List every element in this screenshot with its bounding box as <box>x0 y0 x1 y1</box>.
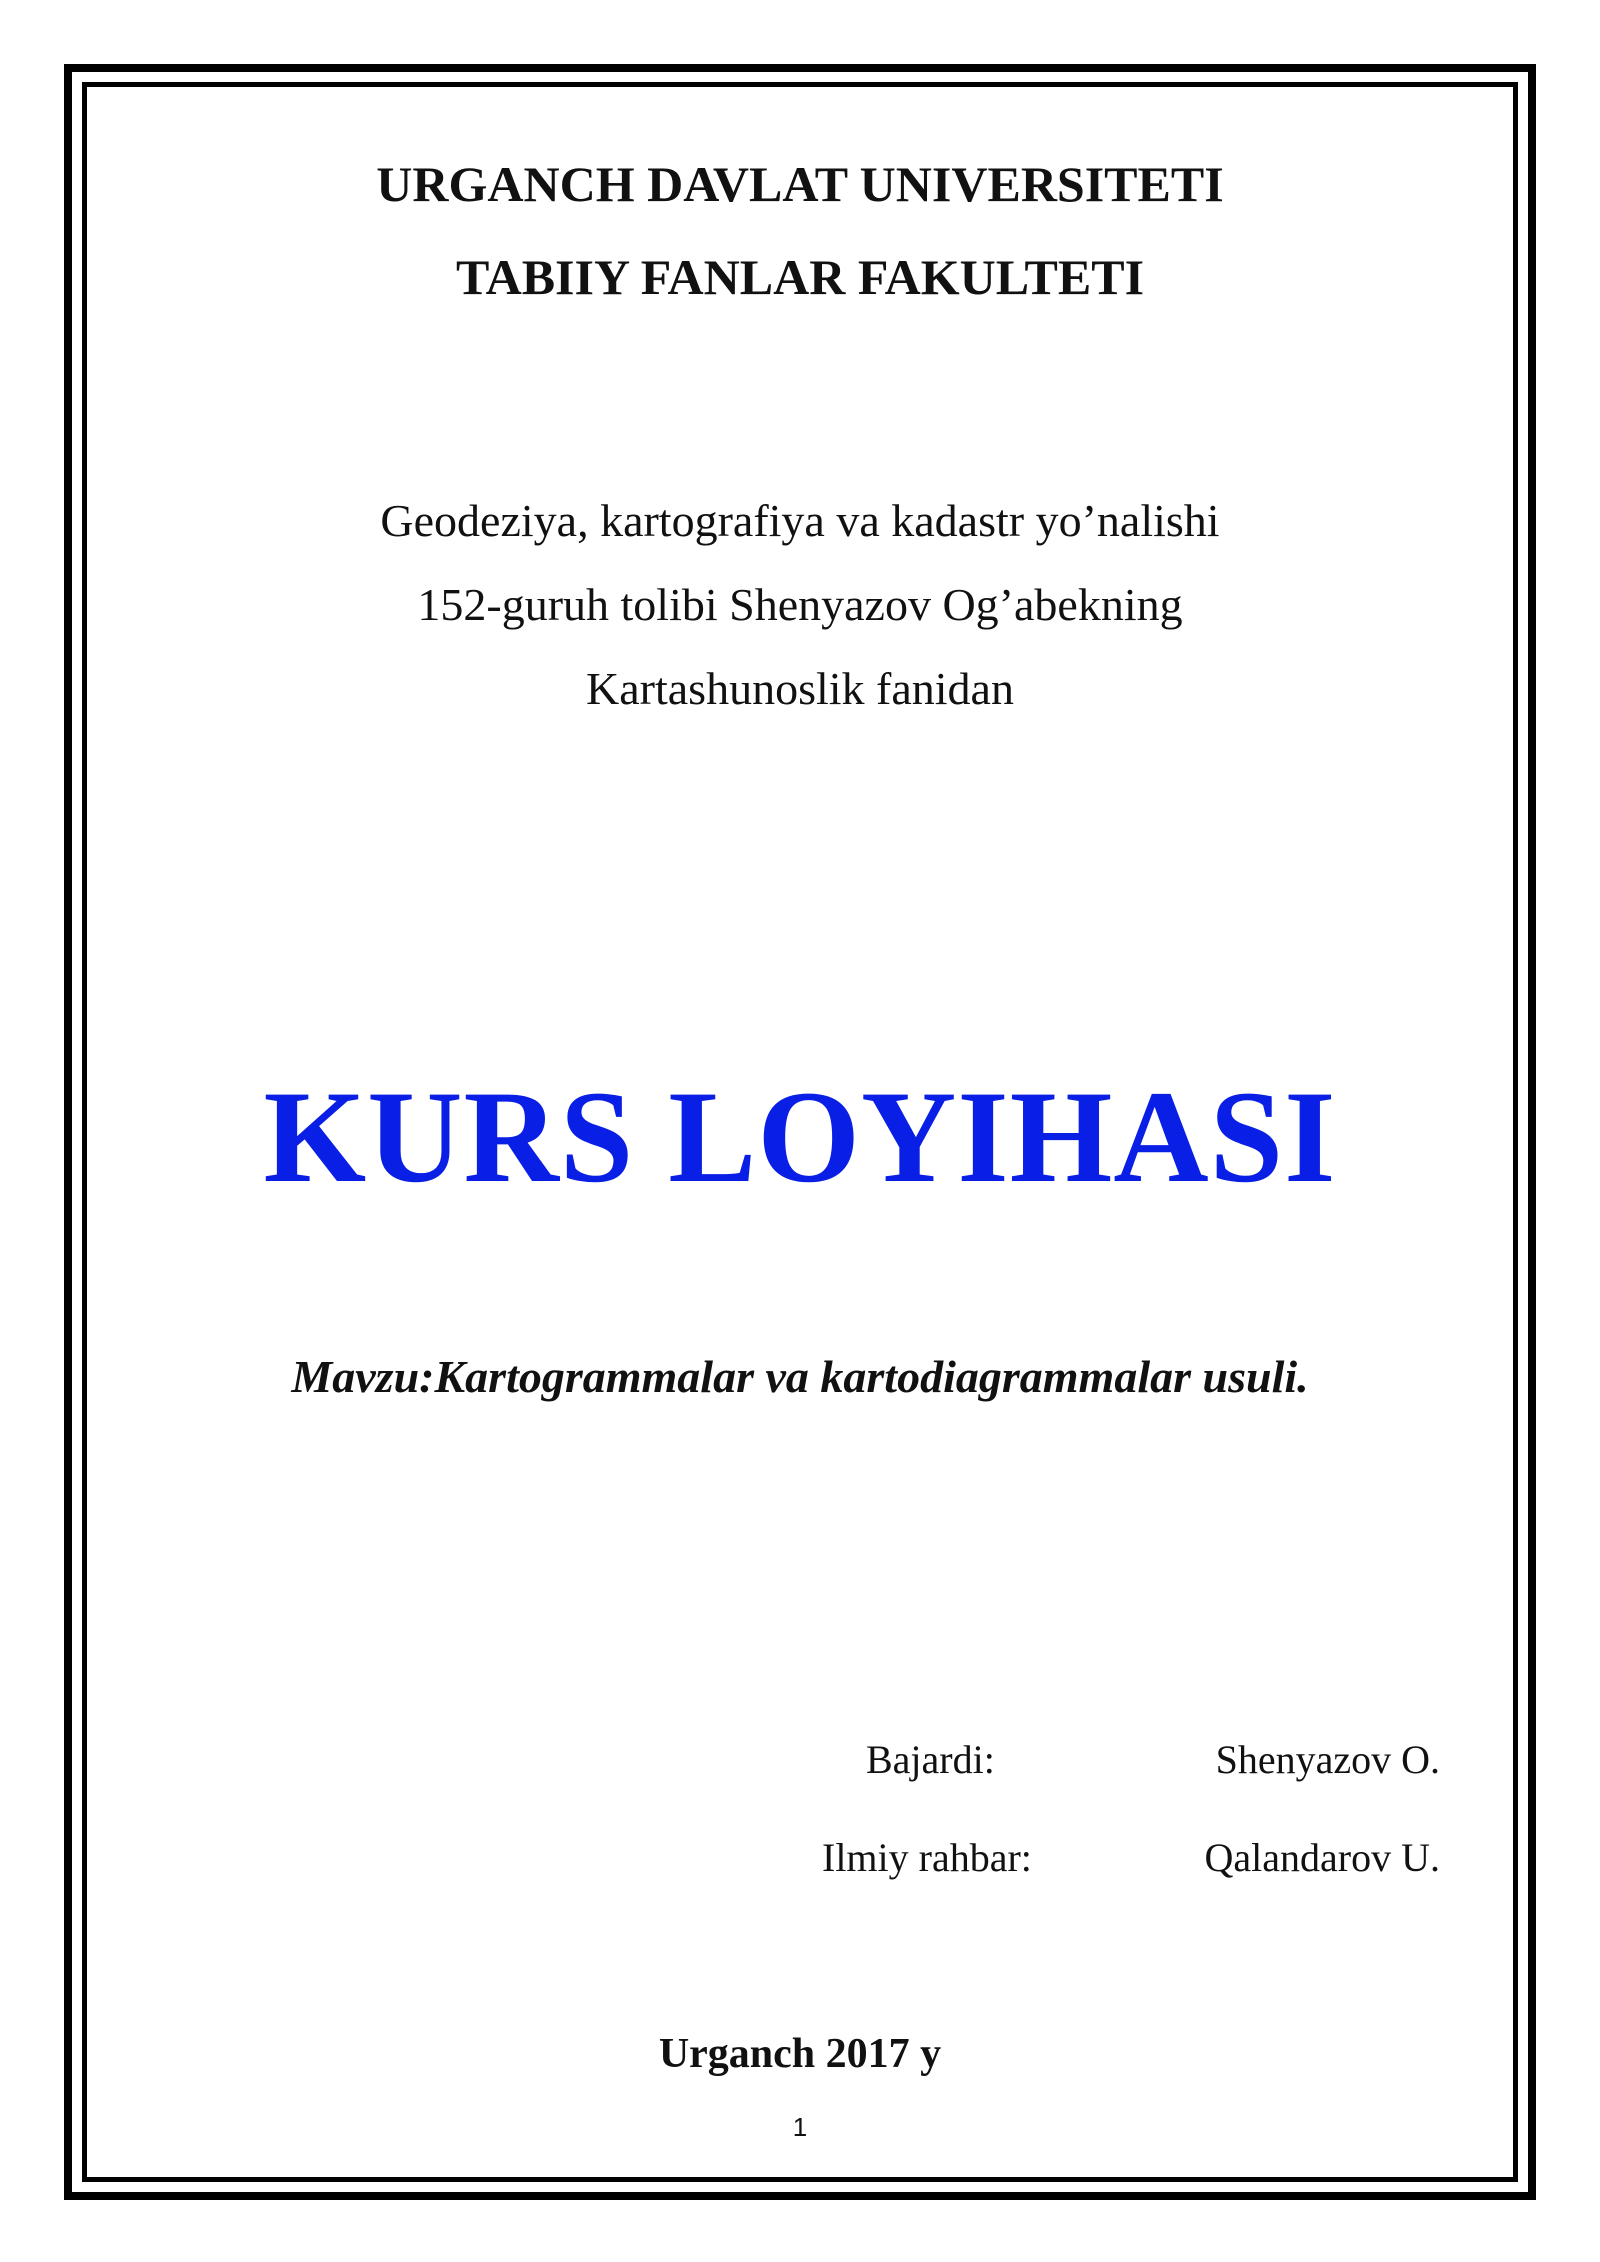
signature-label-performed: Bajardi: <box>866 1737 995 1782</box>
document-title: KURS LOYIHASI <box>263 1063 1337 1210</box>
city-year: Urganch 2017 y <box>658 2031 942 2077</box>
topic-line: Mavzu:Kartogrammalar va kartodiagrammalar usuli. <box>291 1351 1309 1402</box>
signature-label-supervisor: Ilmiy rahbar: <box>822 1835 1032 1880</box>
university-name: URGANCH DAVLAT UNIVERSITETI <box>376 156 1224 212</box>
faculty-name: TABIIY FANLAR FAKULTETI <box>455 249 1145 305</box>
page-number: 1 <box>792 2112 808 2142</box>
signature-name-supervisor: Qalandarov U. <box>1204 1835 1440 1880</box>
info-line-student: 152-guruh tolibi Shenyazov Og’abekning <box>417 579 1183 630</box>
info-line-subject: Kartashunoslik fanidan <box>586 663 1014 714</box>
info-line-direction: Geodeziya, kartografiya va kadastr yo’nalishi <box>380 495 1220 546</box>
signature-name-performed: Shenyazov O. <box>1215 1737 1440 1782</box>
